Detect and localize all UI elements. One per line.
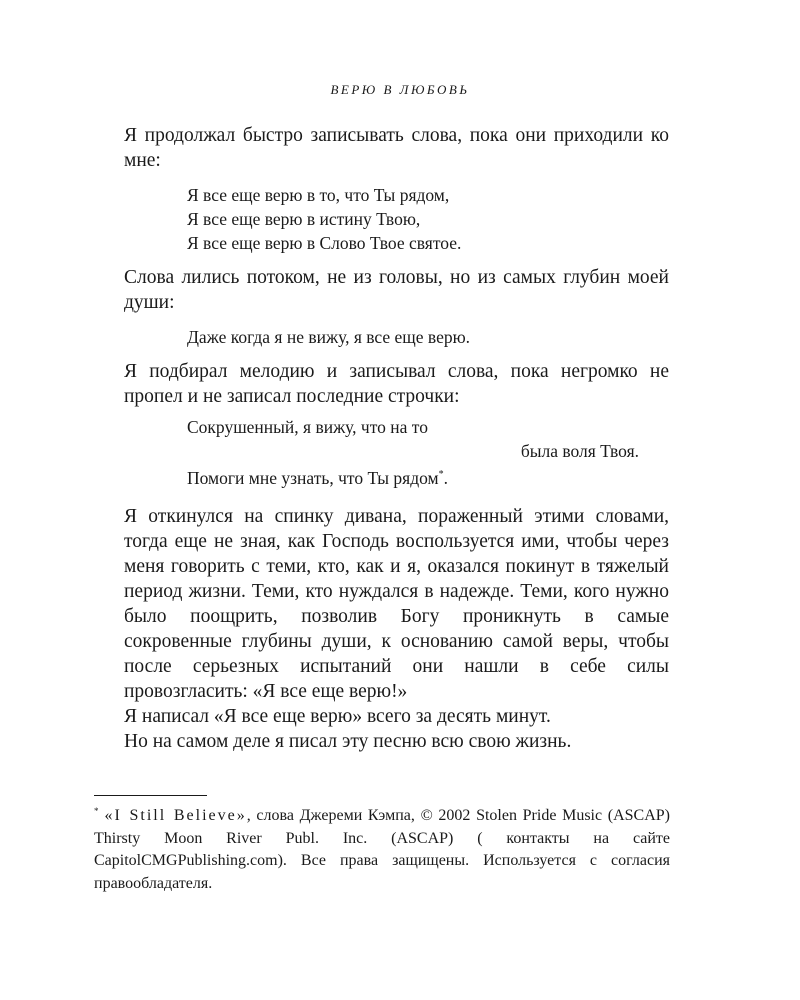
verse-line: Я все еще верю в Слово Твое святое. <box>187 233 462 253</box>
running-title: ВЕРЮ В ЛЮБОВЬ <box>330 82 470 97</box>
verse-block-3 <box>187 415 669 490</box>
verse-block-1 <box>187 183 669 255</box>
verse-block-2 <box>187 325 669 349</box>
verse-line: Я все еще верю в истину Твою, <box>187 209 421 229</box>
verse-line: Я все еще верю в то, что Ты рядом, <box>187 185 450 205</box>
verse-line: была воля Твоя. <box>520 441 639 461</box>
paragraph-2: Слова лились потоком, не из головы, но из самых глубин моей души: <box>124 267 669 313</box>
paragraph-4: Я откинулся на спинку дивана, пораженный этими словами, тогда еще не зная, как Господь воспользуется ими, чтобы через меня говорить с теми, кто, как и я, оказался покинут в тяжелый период жизни. Теми, кто нуждался в надежде. Теми, кого нужно было поощрить, позволив Богу проникнуть в самые сокровенные глубины души, к основанию самой веры, чтобы после серьезных испытаний они нашли в себе силы провозгласить: «Я все еще верю!» <box>124 506 669 702</box>
paragraph-5: Я написал «Я все еще верю» всего за десять минут. <box>124 706 551 727</box>
footnote-reference: * <box>438 469 444 480</box>
verse-line-text: Помоги мне узнать, что Ты рядом <box>187 468 439 488</box>
paragraph-3: Я подбирал мелодию и записывал слова, пока негромко не пропел и не записал последние строчки: <box>124 361 669 407</box>
footnote-song-title: «I Still Believe» <box>104 807 247 824</box>
main-text <box>124 123 669 754</box>
verse-line: Даже когда я не вижу, я все еще верю. <box>187 327 471 347</box>
footnote-mark: * <box>94 806 99 816</box>
verse-line: Сокрушенный, я вижу, что на то <box>187 417 428 437</box>
footnote-text: , слова Джереми Кэмпа, © 2002 Stolen Pride Music (ASCAP) Thirsty Moon River Publ. Inc. (ASCAP) ( контакты на сайте CapitolCMGPublishing.com). Все права защищены. Используется с согласия правообладателя. <box>94 807 671 892</box>
footnote-divider <box>94 795 207 796</box>
paragraph-1: Я продолжал быстро записывать слова, пока они приходили ко мне: <box>124 125 669 171</box>
paragraph-6: Но на самом деле я писал эту песню всю свою жизнь. <box>124 731 572 752</box>
verse-line: Помоги мне узнать, что Ты рядом*. <box>187 468 448 488</box>
footnote <box>94 800 670 895</box>
